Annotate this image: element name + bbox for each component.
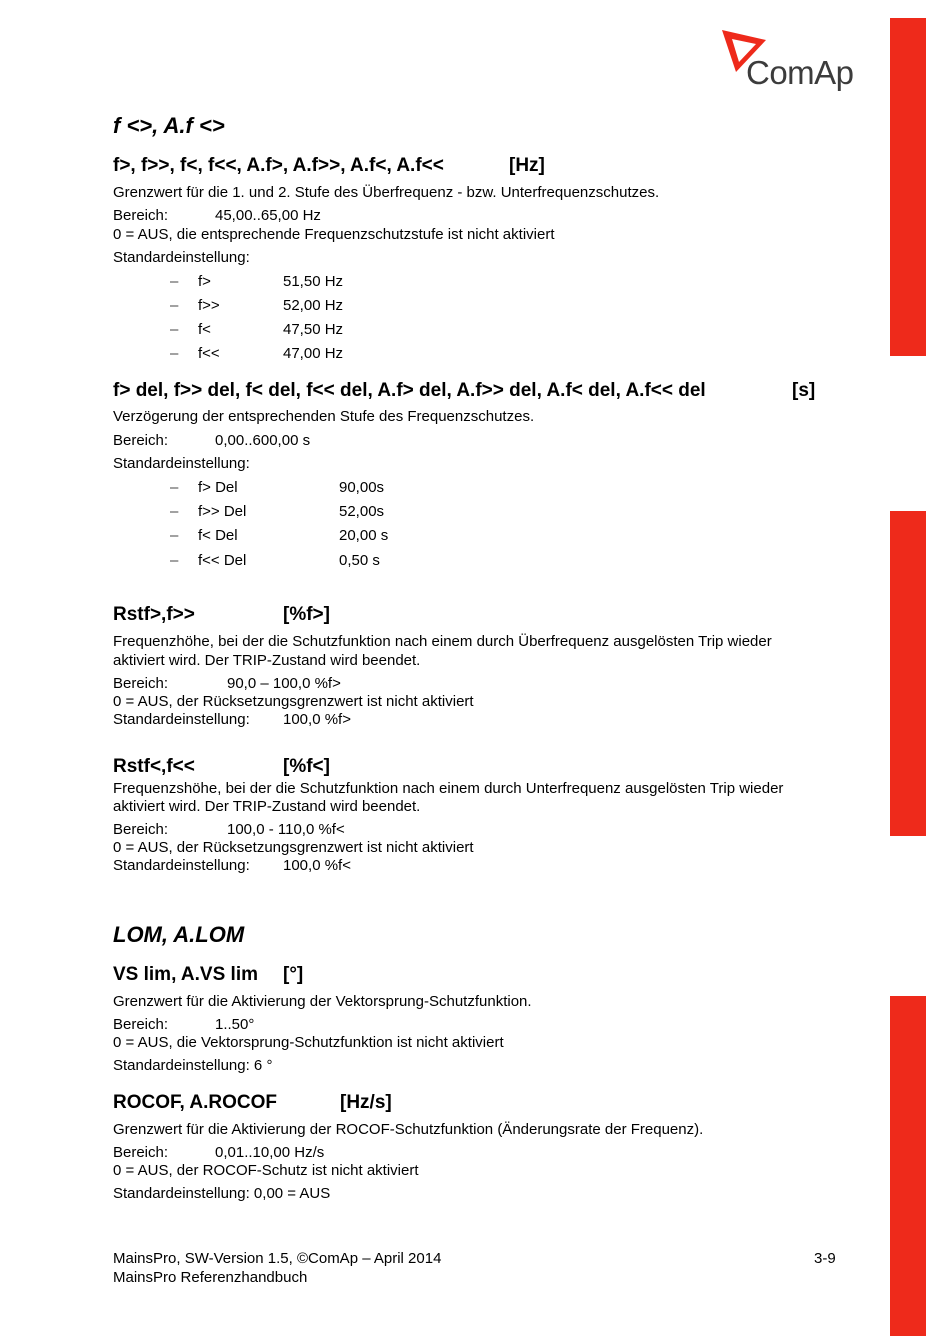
section-title-lom: LOM, A.LOM [113,922,245,947]
list-item-name: f< Del [198,527,238,544]
footer-manual-title: MainsPro Referenzhandbuch [113,1269,308,1286]
range-label: Bereich: [113,1144,169,1161]
list-bullet: – [170,345,179,362]
list-bullet: – [170,503,179,520]
default-label: Standardeinstellung: 6 ° [113,1057,273,1074]
list-item-name: f> [198,273,211,290]
default-label: Standardeinstellung: [113,249,250,266]
logo-text: ComAp [746,54,854,91]
footer-version: MainsPro, SW-Version 1.5, ©ComAp – April 2014 [113,1250,442,1267]
list-item-value: 90,00s [339,479,385,496]
list-item-name: f<< Del [198,552,247,569]
list-bullet: – [170,273,179,290]
default-label: Standardeinstellung: [113,857,250,874]
param-heading-vs-lim: VS lim, A.VS lim [113,964,259,985]
param-unit-hz-per-s: [Hz/s] [340,1092,392,1113]
param-description: Frequenzhöhe, bei der die Schutzfunktion nach einem durch Überfrequenz ausgelösten Trip wieder [113,633,772,650]
range-value: 90,0 – 100,0 %f> [227,675,341,692]
range-value: 45,00..65,00 Hz [215,207,321,224]
param-unit-pct-f-under: [%f<] [283,756,330,777]
comap-logo [720,24,860,98]
list-bullet: – [170,479,179,496]
param-heading-f-delay: f> del, f>> del, f< del, f<< del, A.f> del, A.f>> del, A.f< del, A.f<< del [113,380,706,401]
param-unit-hz: [Hz] [509,155,545,176]
range-label: Bereich: [113,821,169,838]
range-label: Bereich: [113,207,169,224]
zero-note: 0 = AUS, der ROCOF-Schutz ist nicht aktiviert [113,1162,419,1179]
range-value: 0,01..10,00 Hz/s [215,1144,325,1161]
list-item-name: f>> Del [198,503,247,520]
zero-note: 0 = AUS, die Vektorsprung-Schutzfunktion ist nicht aktiviert [113,1034,504,1051]
side-bar-bottom [890,996,926,1336]
param-heading-f-limits: f>, f>>, f<, f<<, A.f>, A.f>>, A.f<, A.f<< [113,155,444,176]
list-item-value: 52,00 Hz [283,297,344,314]
default-label: Standardeinstellung: 0,00 = AUS [113,1185,331,1202]
side-bar-top [890,18,926,356]
list-item-name: f< [198,321,211,338]
param-description: Grenzwert für die 1. und 2. Stufe des Überfrequenz - bzw. Unterfrequenzschutzes. [113,184,660,201]
default-value: 100,0 %f> [283,711,351,728]
zero-note: 0 = AUS, der Rücksetzungsgrenzwert ist nicht aktiviert [113,839,474,856]
param-description: Frequenzshöhe, bei der die Schutzfunktion nach einem durch Unterfrequenz ausgelösten Trip wieder [113,780,784,797]
param-description: Verzögerung der entsprechenden Stufe des Frequenzschutzes. [113,408,535,425]
list-bullet: – [170,552,179,569]
list-item-value: 52,00s [339,503,385,520]
range-value: 0,00..600,00 s [215,432,311,449]
list-item-value: 20,00 s [339,527,389,544]
param-heading-rocof: ROCOF, A.ROCOF [113,1092,277,1113]
list-bullet: – [170,297,179,314]
list-bullet: – [170,527,179,544]
param-description: aktiviert wird. Der TRIP-Zustand wird beendet. [113,798,421,815]
param-unit-s: [s] [792,380,816,401]
section-title-frequency: f <>, A.f <> [113,113,225,138]
zero-note: 0 = AUS, der Rücksetzungsgrenzwert ist nicht aktiviert [113,693,474,710]
param-heading-rstf-under: Rstf<,f<< [113,756,195,777]
page-number: 3-9 [814,1250,836,1267]
default-label: Standardeinstellung: [113,455,250,472]
param-heading-rstf-over: Rstf>,f>> [113,604,195,625]
range-value: 1..50° [215,1016,255,1033]
param-description: Grenzwert für die Aktivierung der ROCOF-Schutzfunktion (Änderungsrate der Frequenz). [113,1121,704,1138]
default-label: Standardeinstellung: [113,711,250,728]
param-description: aktiviert wird. Der TRIP-Zustand wird beendet. [113,652,421,669]
list-bullet: – [170,321,179,338]
list-item-name: f<< [198,345,220,362]
list-item-name: f>> [198,297,220,314]
zero-note: 0 = AUS, die entsprechende Frequenzschutzstufe ist nicht aktiviert [113,226,555,243]
list-item-value: 47,50 Hz [283,321,344,338]
list-item-value: 47,00 Hz [283,345,344,362]
list-item-name: f> Del [198,479,238,496]
list-item-value: 0,50 s [339,552,380,569]
side-bar-middle [890,511,926,836]
range-label: Bereich: [113,675,169,692]
range-label: Bereich: [113,1016,169,1033]
list-item-value: 51,50 Hz [283,273,344,290]
range-label: Bereich: [113,432,169,449]
range-value: 100,0 - 110,0 %f< [227,821,345,838]
default-value: 100,0 %f< [283,857,351,874]
param-description: Grenzwert für die Aktivierung der Vektorsprung-Schutzfunktion. [113,993,532,1010]
param-unit-pct-f-over: [%f>] [283,604,330,625]
param-unit-degree: [°] [283,964,304,985]
